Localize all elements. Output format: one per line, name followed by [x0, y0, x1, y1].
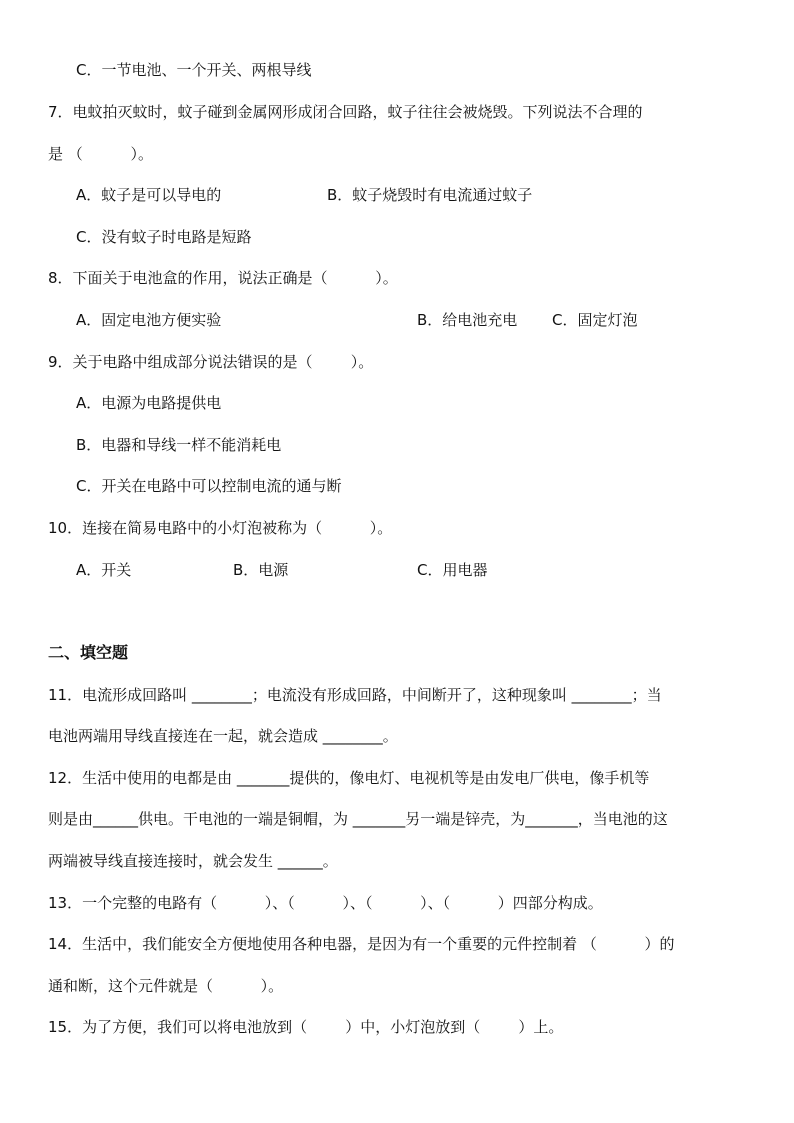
q13-stem: 13．一个完整的电路有（ ）、（ ）、（ ）、（ ）四部分构成。 [48, 894, 603, 912]
q12-stem-line2: 则是由______供电。干电池的一端是铜帽，为 _______另一端是锌壳，为_______，当电池的这 [48, 810, 668, 828]
q12-stem-line3: 两端被导线直接连接时，就会发生 ______。 [48, 852, 338, 870]
q8-stem: 8．下面关于电池盒的作用，说法正确是（ ）。 [48, 269, 398, 287]
q7-option-c: C．没有蚊子时电路是短路 [76, 228, 252, 246]
q10-option-a: A．开关 [76, 561, 132, 579]
q8-option-a: A．固定电池方便实验 [76, 311, 222, 329]
q11-stem-line2: 电池两端用导线直接连在一起，就会造成 ________。 [48, 727, 398, 745]
q7-stem-line2: 是 （ ）。 [48, 145, 153, 163]
q11-stem-line1: 11．电流形成回路叫 ________；电流没有形成回路，中间断开了，这种现象叫 ________；当 [48, 686, 662, 704]
q7-stem-line1: 7．电蚊拍灭蚊时，蚊子碰到金属网形成闭合回路，蚊子往往会被烧毁。下列说法不合理的 [48, 103, 643, 121]
q15-stem: 15．为了方便，我们可以将电池放到（ ）中，小灯泡放到（ ）上。 [48, 1018, 564, 1036]
q8-option-c: C．固定灯泡 [552, 311, 638, 329]
section-heading-fill-in: 二、填空题 [48, 643, 129, 662]
q9-option-c: C．开关在电路中可以控制电流的通与断 [76, 477, 342, 495]
q10-stem: 10．连接在简易电路中的小灯泡被称为（ ）。 [48, 519, 393, 537]
q9-option-a: A．电源为电路提供电 [76, 394, 222, 412]
q10-option-b: B．电源 [233, 561, 289, 579]
q7-option-b: B．蚊子烧毁时有电流通过蚊子 [327, 186, 533, 204]
q9-stem: 9．关于电路中组成部分说法错误的是（ ）。 [48, 353, 374, 371]
q8-option-b: B．给电池充电 [417, 311, 518, 329]
q9-option-b: B．电器和导线一样不能消耗电 [76, 436, 282, 454]
q14-stem-line1: 14．生活中，我们能安全方便地使用各种电器，是因为有一个重要的元件控制着 （ ）的 [48, 935, 675, 953]
q7-option-a: A．蚊子是可以导电的 [76, 186, 222, 204]
q12-stem-line1: 12．生活中使用的电都是由 _______提供的，像电灯、电视机等是由发电厂供电，像手机等 [48, 769, 650, 787]
q14-stem-line2: 通和断，这个元件就是（ ）。 [48, 977, 284, 995]
q6-option-c: C．一节电池、一个开关、两根导线 [76, 61, 312, 79]
q10-option-c: C．用电器 [417, 561, 488, 579]
